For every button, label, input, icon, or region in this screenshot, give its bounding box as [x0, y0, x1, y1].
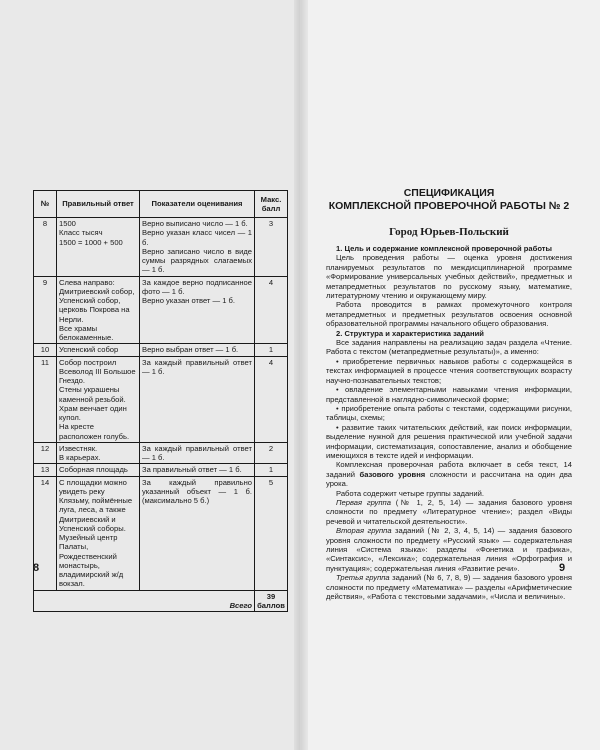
paragraph [326, 498, 572, 526]
table-row [34, 276, 288, 344]
answer-line: 1500 = 1000 + 500 [59, 237, 123, 247]
task-number: 11 [34, 356, 57, 442]
correct-answer-cell [57, 476, 140, 590]
criteria-cell [140, 442, 255, 464]
correct-answer-cell [57, 344, 140, 356]
total-value: 39 баллов [255, 590, 288, 612]
paragraph [326, 460, 572, 488]
section-heading-1: 1. Цель и содержание комплексной проверочной работы [336, 244, 552, 253]
answer-line: Известняк. [59, 443, 98, 453]
criteria-cell [140, 218, 255, 277]
answer-line: Слева направо: Дмитриевский собор, Успенский собор, церковь Покрова на Нерли. [59, 277, 135, 324]
text-span: Комплексная проверочная работа включает в себя текст, 14 заданий [326, 460, 572, 479]
text-span: сложности и рассчитана на один два урока. [326, 469, 572, 489]
bullet-item: • приобретение первичных навыков работы с содержащейся в текстах информацией в процессе чтения соответствующих возрасту научно-познавательных текстов; [326, 356, 572, 385]
correct-answer-cell [57, 464, 140, 476]
answer-line: Все храмы белокаменные. [59, 323, 114, 342]
paragraph [326, 526, 572, 573]
spec-title-line1: СПЕЦИФИКАЦИЯ [403, 187, 495, 199]
correct-answer-cell [57, 276, 140, 344]
grading-table [33, 190, 288, 612]
correct-answer-cell [57, 218, 140, 277]
page-number-right: 9 [559, 562, 566, 574]
criteria-cell [140, 344, 255, 356]
criteria-line: За каждый правильный ответ — 1 б. [142, 443, 252, 462]
criteria-line: Верно выбран ответ — 1 б. [142, 345, 239, 355]
criteria-cell [140, 356, 255, 442]
task-number: 14 [34, 476, 57, 590]
spec-body [326, 244, 572, 601]
paragraph [326, 573, 572, 601]
criteria-line: Верно указан класс чисел — 1 б. [142, 228, 252, 247]
paragraph: Цель проведения работы — оценка уровня достижения планируемых результатов по междисциплинарной программе «Формирование универсальных учебных действий», предметных и метапредметных результатов по русскому языку, математике, литературному чтению и окружающему миру. [326, 253, 572, 301]
text-span: заданий (№ 2, 3, 4, 5, 14) — задания базового уровня сложности по предмету «Русский язык» — содержательная линия «Система языка»: разделы «Фонетика и графика», «Синтаксис», «Лексика»; содержательная линия «Орфография и пунктуация»; содержательная линия «Развитие речи». [326, 526, 572, 573]
criteria-line: За каждый правильно указанный объект — 1 б. (максимально 5 б.) [142, 477, 252, 505]
criteria-line: За каждый правильный ответ — 1 б. [142, 357, 252, 376]
criteria-cell [140, 464, 255, 476]
header-correct-answer: Правильный ответ [57, 191, 140, 218]
max-score: 5 [255, 476, 288, 590]
answer-line: С площадки можно увидеть реку Клязьму, поймённые луга, леса, а также Дмитриевский и Успенский соборы. Музейный центр Палаты, Рождественский монастырь, владимирский ж/д вокзал. [59, 477, 133, 589]
answer-line: На кресте расположен голубь. [59, 422, 130, 441]
table-row [34, 442, 288, 464]
italic-text: Вторая группа [336, 526, 392, 536]
criteria-line: За правильный ответ — 1 б. [142, 465, 242, 475]
answer-line: 1500 [59, 219, 76, 228]
answer-line: Собор построил Всеволод III Большое Гнездо. [59, 357, 136, 385]
page-number-left: 8 [33, 562, 40, 574]
task-number: 10 [34, 344, 57, 356]
task-number: 13 [34, 464, 57, 476]
task-number: 8 [34, 218, 57, 277]
total-label: Всего [140, 590, 255, 612]
correct-answer-cell [57, 356, 140, 442]
table-row [34, 464, 288, 476]
table-row [34, 356, 288, 442]
text-span: (№ 1, 2, 5, 14) — задания базового уровня сложности по предмету «Литературное чтение»; раздел «Виды речевой и читательской деятельности». [326, 497, 572, 526]
criteria-cell [140, 476, 255, 590]
max-score: 1 [255, 344, 288, 356]
max-score: 3 [255, 218, 288, 277]
header-max-score: Макс. балл [255, 191, 288, 218]
criteria-line: Верно указан ответ — 1 б. [142, 296, 236, 305]
criteria-cell [140, 276, 255, 344]
total-spacer [57, 590, 140, 612]
task-number: 12 [34, 442, 57, 464]
bullet-item: • приобретение опыта работы с текстами, содержащими рисунки, таблицы, схемы; [326, 403, 572, 423]
paragraph: Работа проводится в рамках промежуточного контроля метапредметных и предметных результатов освоения основной образовательной программы начального общего образования. [326, 300, 572, 329]
spec-title [326, 187, 572, 213]
max-score: 2 [255, 442, 288, 464]
bold-text: базового уровня [359, 469, 426, 479]
criteria-line: За каждое верно подписанное фото — 1 б. [142, 277, 252, 296]
bullet-item: • развитие таких читательских действий, как поиск информации, выделение нужной для решения практической или учебной задачи информации, систематизация, сопоставление, анализ и обобщение имеющихся в тексте идей и информации. [326, 422, 572, 460]
max-score: 1 [255, 464, 288, 476]
paragraph: Все задания направлены на реализацию задач раздела «Чтение. Работа с текстом (метапредметные результаты)», а именно: [326, 338, 572, 357]
answer-line: Стены украшены каменной резьбой. [59, 385, 126, 404]
header-criteria: Показатели оценивания [140, 191, 255, 218]
answer-line: Соборная площадь [59, 465, 128, 475]
italic-text: Третья группа [336, 573, 390, 583]
spec-title-line2: КОМПЛЕКСНОЙ ПРОВЕРОЧНОЙ РАБОТЫ № 2 [328, 200, 570, 213]
paragraph: Работа содержит четыре группы заданий. [336, 488, 484, 498]
spec-subtitle: Город Юрьев-Польский [389, 226, 509, 238]
answer-line: Успенский собор [59, 345, 119, 355]
max-score: 4 [255, 276, 288, 344]
max-score: 4 [255, 356, 288, 442]
table-row [34, 476, 288, 590]
table-header-row [34, 191, 288, 218]
text-span: заданий (№ 6, 7, 8, 9) — задания базового уровня сложности по предмету «Математика» — разделы «Арифметические действия», «Работа с текстовыми задачами», «Числа и величины». [326, 573, 572, 602]
total-row [34, 590, 288, 612]
header-number: № [34, 191, 57, 218]
table-row [34, 344, 288, 356]
answer-line: Класс тысяч [59, 228, 103, 238]
task-number: 9 [34, 276, 57, 344]
total-spacer [34, 590, 57, 612]
italic-text: Первая группа [336, 497, 391, 507]
criteria-line: Верно выписано число — 1 б. [142, 219, 248, 228]
table-row [34, 218, 288, 277]
criteria-line: Верно записано число в виде суммы разрядных слагаемых — 1 б. [142, 246, 252, 275]
correct-answer-cell [57, 442, 140, 464]
table-body [34, 218, 288, 591]
answer-line: Храм венчает один купол. [59, 403, 127, 422]
bullet-item: • овладение элементарными навыками чтения информации, представленной в наглядно-символической форме; [326, 385, 572, 404]
page-gutter [294, 0, 308, 750]
section-heading-2: 2. Структура и характеристика заданий [336, 328, 484, 338]
answer-line: В карьерах. [59, 453, 101, 462]
